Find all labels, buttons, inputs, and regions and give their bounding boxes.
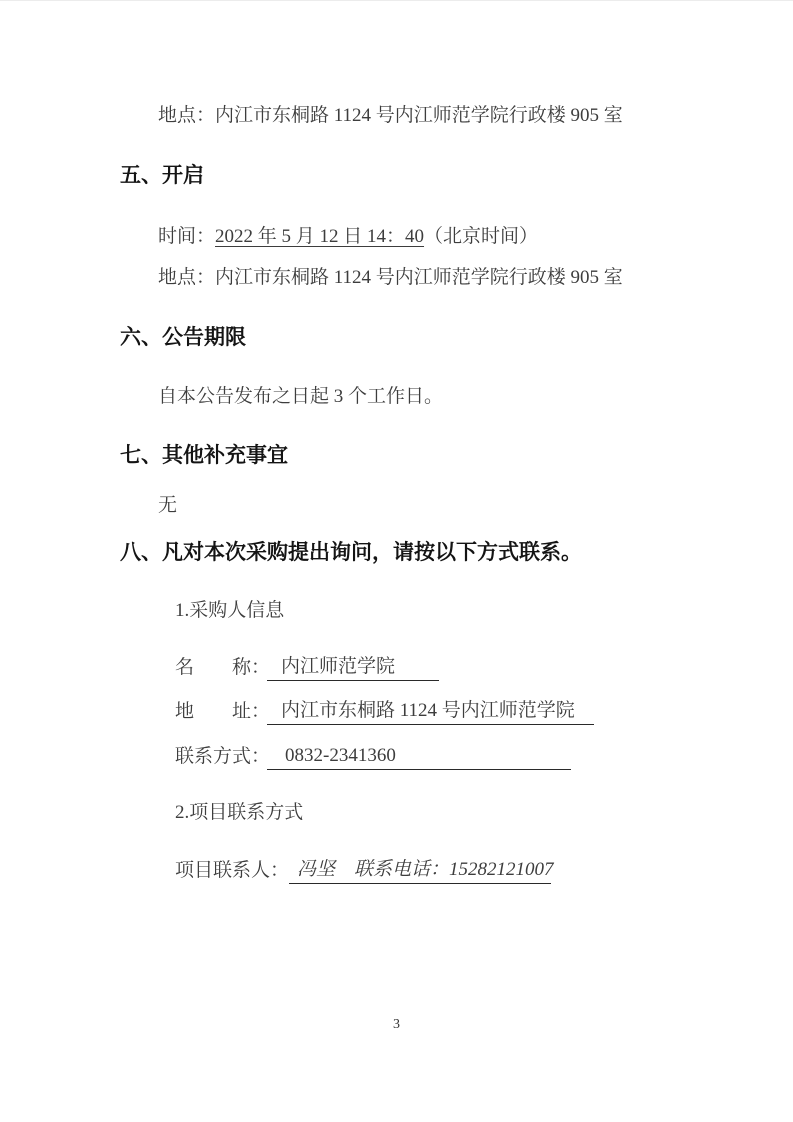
section-8-heading: 八、凡对本次采购提出询问，请按以下方式联系。 xyxy=(120,541,582,564)
section-5-heading: 五、开启 xyxy=(120,164,204,187)
buyer-contact-row xyxy=(175,742,571,770)
project-contact-label: 项目联系人： xyxy=(175,860,290,881)
project-contact-subheading: 2.项目联系方式 xyxy=(175,802,304,823)
opening-location-line: 地点：内江市东桐路 1124 号内江师范学院行政楼 905 室 xyxy=(158,267,623,288)
page-number: 3 xyxy=(393,1017,400,1032)
opening-time-note: （北京时间） xyxy=(424,226,539,247)
buyer-address-label: 地 址： xyxy=(175,701,271,722)
buyer-address-row xyxy=(175,697,594,725)
opening-time-value: 2022 年 5 月 12 日 14：40 xyxy=(215,226,425,247)
meeting-location-line: 地点：内江市东桐路 1124 号内江师范学院行政楼 905 室 xyxy=(158,105,623,126)
buyer-contact-label: 联系方式： xyxy=(175,746,271,767)
buyer-address-value: 内江市东桐路 1124 号内江师范学院 xyxy=(267,697,594,725)
opening-time-line xyxy=(158,223,538,250)
buyer-name-label: 名 称： xyxy=(175,657,271,678)
buyer-name-row xyxy=(175,653,439,681)
section-6-heading: 六、公告期限 xyxy=(120,326,246,349)
buyer-name-value: 内江师范学院 xyxy=(267,653,439,681)
announcement-period-text: 自本公告发布之日起 3 个工作日。 xyxy=(158,386,444,407)
buyer-info-subheading: 1.采购人信息 xyxy=(175,600,285,621)
project-contact-value: 冯坚 联系电话：15282121007 xyxy=(289,856,551,884)
buyer-contact-value: 0832-2341360 xyxy=(267,742,571,770)
opening-time-label: 时间： xyxy=(158,226,216,247)
section-7-heading: 七、其他补充事宜 xyxy=(120,444,288,467)
supplementary-none-text: 无 xyxy=(158,495,178,516)
project-contact-row xyxy=(175,856,554,884)
